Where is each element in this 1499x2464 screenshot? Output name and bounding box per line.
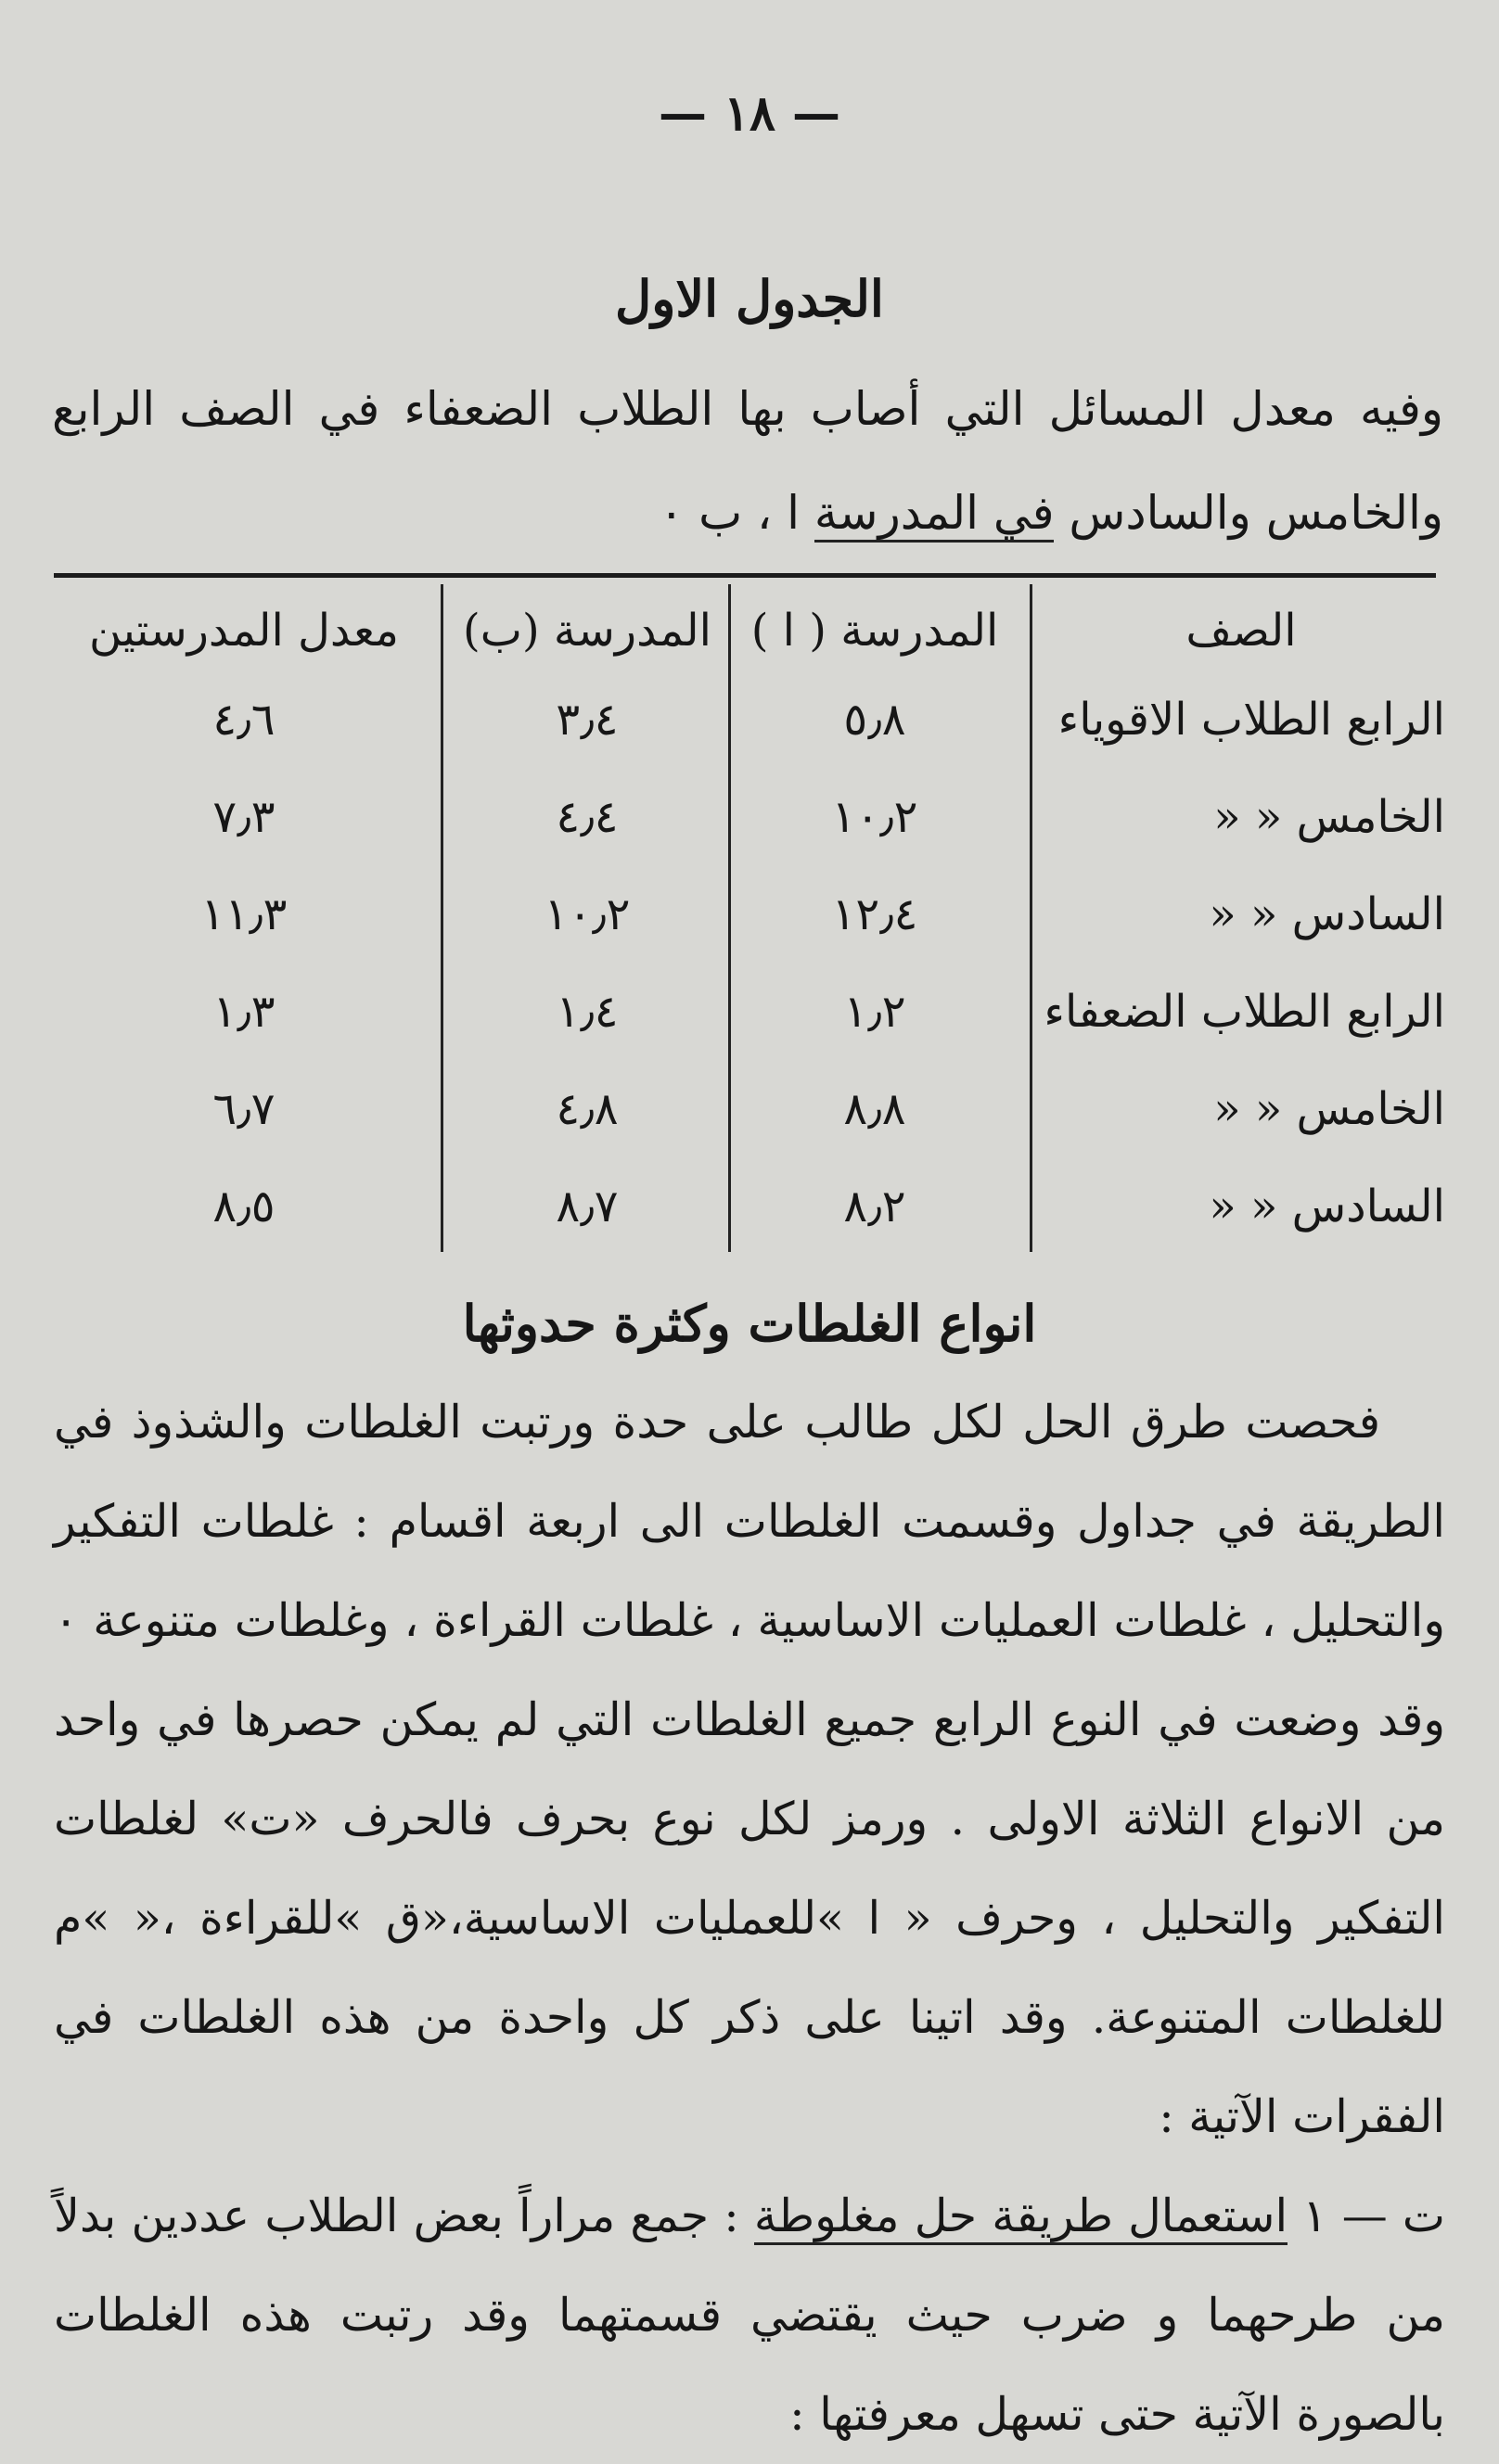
caption-line-1: وفيه معدل المسائل التي أصاب بها الطلاب الضعفاء في الصف الرابع والخامس <box>52 382 1443 540</box>
column-divider <box>441 584 443 1252</box>
list-item <box>54 2166 1445 2464</box>
header-school-b: المدرسة (ب) <box>463 605 711 657</box>
row-2-school-a: ١٠٫٢ <box>831 791 918 843</box>
results-table <box>54 584 1445 1252</box>
row-4-grade: الرابع الطلاب الضعفاء <box>1044 986 1445 1038</box>
row-4-school-b: ١٫٤ <box>556 986 619 1038</box>
header-grade: الصف <box>1185 605 1297 657</box>
row-6-grade: السادس « « <box>1209 1181 1445 1232</box>
row-1-grade: الرابع الطلاب الاقوياء <box>1057 694 1445 746</box>
row-5-average: ٦٫٧ <box>212 1083 275 1135</box>
row-6-school-a: ٨٫٢ <box>843 1181 906 1232</box>
row-3-school-a: ١٢٫٤ <box>831 888 918 940</box>
row-5-school-a: ٨٫٨ <box>843 1083 906 1135</box>
caption-underlined: في المدرسة <box>814 486 1055 543</box>
row-3-school-b: ١٠٫٢ <box>544 888 631 940</box>
caption-text-3: ا ، ب ٠ <box>659 486 814 540</box>
row-2-school-b: ٤٫٤ <box>556 791 619 843</box>
item-title: استعمال طريقة حل مغلوطة <box>754 2190 1288 2245</box>
row-3-grade: السادس « « <box>1209 888 1445 940</box>
table-top-rule <box>54 573 1436 578</box>
row-2-average: ٧٫٣ <box>212 791 275 843</box>
row-1-school-a: ٥٫٨ <box>843 694 906 746</box>
row-2-grade: الخامس « « <box>1213 791 1445 843</box>
header-school-a: المدرسة ( ا ) <box>750 605 999 657</box>
column-divider <box>1030 584 1032 1252</box>
item-number: ت — ١ <box>1288 2190 1446 2242</box>
row-4-average: ١٫٣ <box>212 986 275 1038</box>
column-divider <box>728 584 731 1252</box>
row-6-average: ٨٫٥ <box>212 1181 275 1232</box>
row-1-average: ٤٫٦ <box>212 694 275 746</box>
row-5-school-b: ٤٫٨ <box>556 1083 619 1135</box>
table-caption <box>52 357 1443 565</box>
paragraph: فحصت طرق الحل لكل طالب على حدة ورتبت الغلطات والشذوذ في الطريقة في جداول وقسمت الغلطات الى اربعة اقسام : غلطات التفكير والتحليل ، غلطات العمليات الاساسية ، غلطات القراءة ، وغلطات متنوعة ٠ وقد وضعت في النوع الرابع جميع الغلطات التي لم يمكن حصرها في واحد من الانواع الثلاثة الاولى . ورمز لكل نوع بحرف فالحرف «ت» لغلطات التفكير والتحليل ، وحرف « ا »للعمليات الاساسية،«ق »للقراءة ،« »م للغلطات المتنوعة. وقد اتينا على ذكر كل واحدة من هذه الغلطات في الفقرات الآتية : <box>54 1396 1445 2143</box>
section-heading: انواع الغلطات وكثرة حدوثها <box>462 1294 1037 1353</box>
page-number: — ١٨ — <box>658 85 841 142</box>
item-text: : جمع مراراً بعض الطلاب عددين بدلاً من طرحهما و ضرب حيث يقتضي قسمتهما وقد رتبت هذه الغلطات بالصورة الآتية حتى تسهل معرفتها : <box>54 2190 1445 2441</box>
row-5-grade: الخامس « « <box>1213 1083 1445 1135</box>
body-text <box>54 1372 1445 2464</box>
row-1-school-b: ٣٫٤ <box>556 694 619 746</box>
table-title: الجدول الاول <box>615 269 884 328</box>
row-3-average: ١١٫٣ <box>200 888 288 940</box>
row-4-school-a: ١٫٢ <box>843 986 906 1038</box>
row-6-school-b: ٨٫٧ <box>556 1181 619 1232</box>
header-average: معدل المدرستين <box>88 605 399 657</box>
caption-text-2: والسادس <box>1054 486 1251 540</box>
